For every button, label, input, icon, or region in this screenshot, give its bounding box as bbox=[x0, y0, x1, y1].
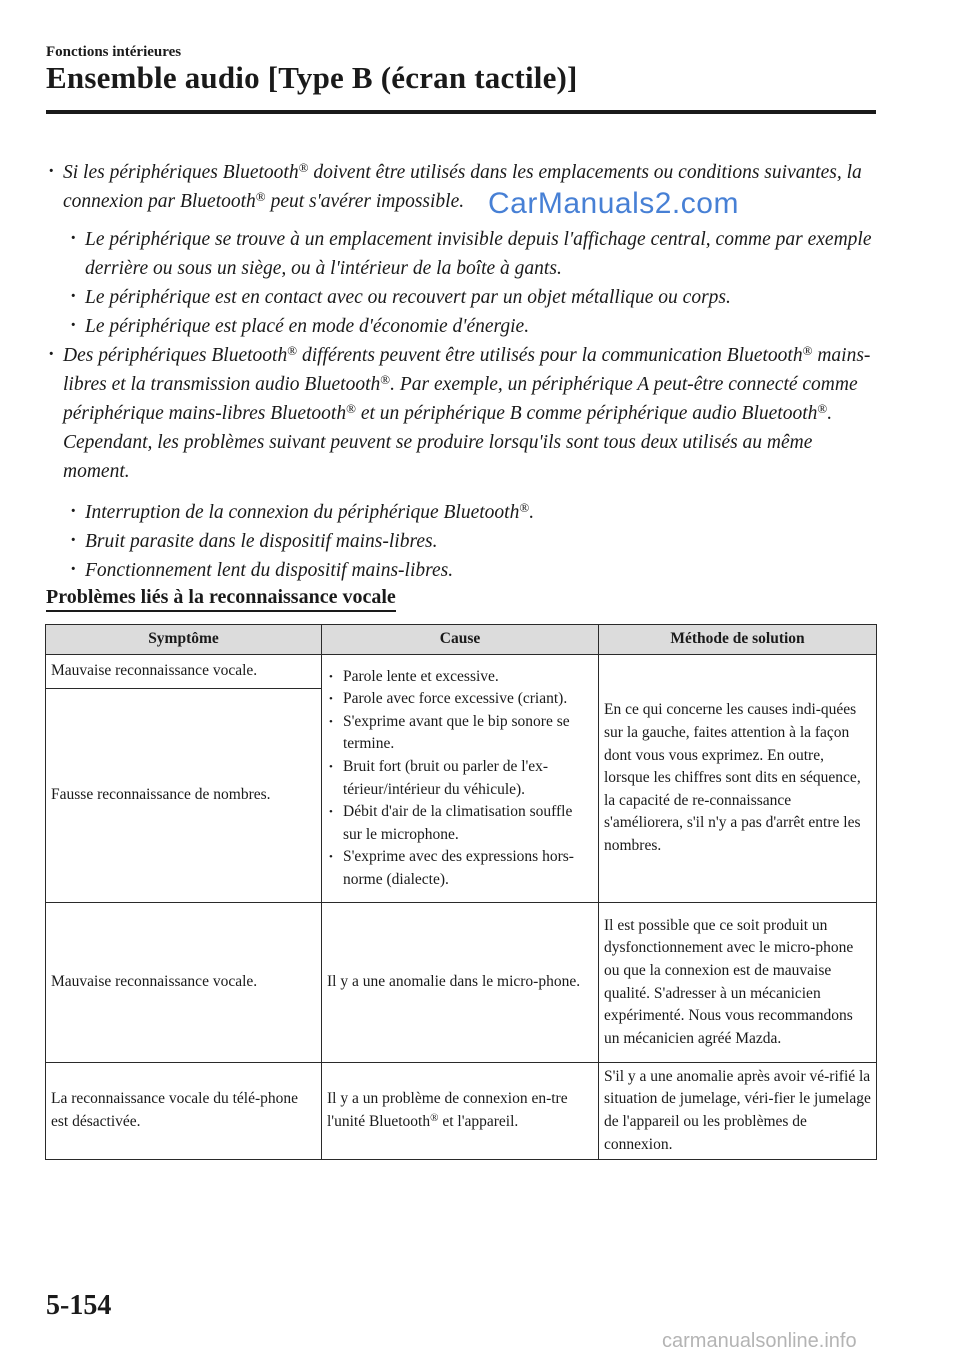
cause-text: et l'appareil. bbox=[438, 1113, 519, 1130]
symptom-cell: Mauvaise reconnaissance vocale. bbox=[46, 903, 322, 1063]
list-item: • Parole avec force excessive (criant). bbox=[327, 688, 593, 711]
solution-cell: En ce qui concerne les causes indi-quées sur la gauche, faites attention à la façon dont vous vous exprimez. En outre, lorsque les chiffres sont dits en séquence, la capacité de re-connaissance s'améliorera, s'il n'y a pas d'arrêt entre les nombres. bbox=[599, 655, 877, 903]
table-row bbox=[46, 1063, 877, 1160]
registered-mark: ® bbox=[817, 401, 828, 416]
registered-mark: ® bbox=[380, 372, 391, 387]
solution-cell: S'il y a une anomalie après avoir vé-rifié la situation de jumelage, véri-fier le jumelage de l'appareil ou les problèmes de connexion. bbox=[599, 1063, 877, 1160]
section-heading: Problèmes liés à la reconnaissance vocale bbox=[46, 586, 396, 612]
note-text: mains-libres et la transmission audio Bluetooth bbox=[63, 345, 871, 395]
subnote-energy-saving: · Le périphérique est placé en mode d'économie d'énergie. bbox=[46, 312, 876, 341]
cause-text: Il y a un problème de connexion en-tre l'unité Bluetooth bbox=[327, 1090, 568, 1130]
header-symptom: Symptôme bbox=[46, 625, 322, 655]
note-text: . bbox=[529, 502, 535, 523]
notes-section bbox=[46, 158, 876, 585]
cause-cell bbox=[322, 1063, 599, 1160]
note-text: différents peuvent être utilisés pour la communication Bluetooth bbox=[297, 345, 803, 366]
registered-mark: ® bbox=[255, 189, 266, 204]
note-text: peut s'avérer impossible. bbox=[265, 191, 465, 212]
cause-list bbox=[327, 666, 593, 892]
list-item: • Bruit fort (bruit ou parler de l'ex-térieur/intérieur du véhicule). bbox=[327, 756, 593, 801]
note-text: . Cependant, les problèmes suivant peuvent se produire lorsqu'ils sont tous deux utilisés au même moment. bbox=[63, 403, 833, 482]
header-solution: Méthode de solution bbox=[599, 625, 877, 655]
section-label: Fonctions intérieures bbox=[46, 44, 182, 60]
note-text: doivent être utilisés dans les emplacements ou conditions suivantes, la connexion par Bluetooth bbox=[63, 162, 862, 212]
solution-cell: Il est possible que ce soit produit un dysfonctionnement avec le micro-phone ou que la connexion est de mauvaise qualité. S'adresser à un mécanicien expérimenté. Nous vous recommandons un mécanicien agréé Mazda. bbox=[599, 903, 877, 1063]
table-row bbox=[46, 655, 877, 689]
registered-mark: ® bbox=[298, 160, 309, 175]
note-text: Si les périphériques Bluetooth bbox=[63, 162, 299, 183]
symptom-cell: Fausse reconnaissance de nombres. bbox=[46, 689, 322, 903]
registered-mark: ® bbox=[346, 401, 356, 416]
list-item: • S'exprime avec des expressions hors-norme (dialecte). bbox=[327, 846, 593, 891]
page-title: Ensemble audio [Type B (écran tactile)] bbox=[46, 60, 578, 95]
title-divider bbox=[46, 110, 876, 114]
list-item: • Débit d'air de la climatisation souffle sur le microphone. bbox=[327, 801, 593, 846]
note-multiple-devices bbox=[46, 341, 876, 486]
watermark-logo: CarManuals2.com bbox=[488, 187, 739, 220]
registered-mark: ® bbox=[802, 343, 813, 358]
voice-recognition-table bbox=[45, 624, 877, 1160]
symptom-cell: La reconnaissance vocale du télé-phone est désactivée. bbox=[46, 1063, 322, 1160]
cause-cell bbox=[322, 655, 599, 903]
header-cause: Cause bbox=[322, 625, 599, 655]
note-bluetooth-conditions bbox=[46, 158, 876, 216]
subnote-metal-contact: · Le périphérique est en contact avec ou recouvert par un objet métallique ou corps. bbox=[46, 283, 876, 312]
subnote-slow-operation: · Fonctionnement lent du dispositif mains-libres. bbox=[46, 556, 876, 585]
cause-cell: Il y a une anomalie dans le micro-phone. bbox=[322, 903, 599, 1063]
list-item: • Parole lente et excessive. bbox=[327, 666, 593, 689]
note-text: . Par exemple, un périphérique A peut-être connecté comme périphérique mains-libres Bluetooth bbox=[63, 374, 858, 424]
subnote-invisible-location: · Le périphérique se trouve à un emplacement invisible depuis l'affichage central, comme par exemple derrière ou sous un siège, ou à l'intérieur de la boîte à gants. bbox=[46, 225, 876, 283]
registered-mark: ® bbox=[430, 1112, 439, 1124]
list-item: • S'exprime avant que le bip sonore se termine. bbox=[327, 711, 593, 756]
symptom-cell: Mauvaise reconnaissance vocale. bbox=[46, 655, 322, 689]
note-text: Interruption de la connexion du périphérique Bluetooth bbox=[85, 502, 520, 523]
table-header-row bbox=[46, 625, 877, 655]
subnote-noise: · Bruit parasite dans le dispositif mains-libres. bbox=[46, 527, 876, 556]
footer-watermark: carmanualsonline.info bbox=[662, 1330, 857, 1352]
registered-mark: ® bbox=[519, 500, 530, 515]
registered-mark: ® bbox=[287, 343, 298, 358]
note-text: Des périphériques Bluetooth bbox=[63, 345, 288, 366]
page-number: 5-154 bbox=[46, 1290, 112, 1321]
note-text: et un périphérique B comme périphérique audio Bluetooth bbox=[355, 403, 818, 424]
subnote-connection-interruption bbox=[46, 498, 876, 527]
table-row bbox=[46, 903, 877, 1063]
